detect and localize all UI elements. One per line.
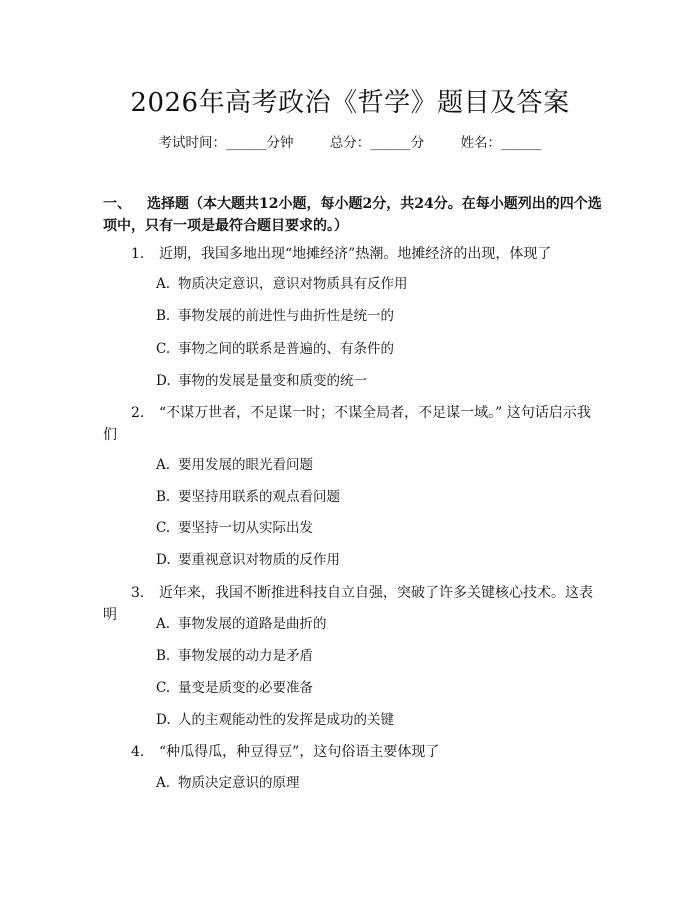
option-letter: A. — [156, 457, 171, 473]
option-3b — [156, 646, 313, 666]
option-letter: B. — [156, 308, 171, 324]
option-letter: C. — [156, 680, 171, 696]
option-text: 要重视意识对物质的反作用 — [178, 552, 340, 568]
exam-time-label: 考试时间：______分钟 — [158, 135, 294, 151]
option-letter: A. — [156, 276, 171, 292]
option-text: 要坚持用联系的观点看问题 — [178, 489, 340, 505]
question-number: 2. — [131, 405, 145, 421]
option-letter: A. — [156, 616, 171, 632]
name-label: 姓名：______ — [460, 135, 542, 151]
option-text: 人的主观能动性的发挥是成功的关键 — [178, 712, 394, 728]
option-text: 物质决定意识的原理 — [178, 775, 300, 791]
option-text: 要坚持一切从实际出发 — [178, 520, 313, 536]
option-3a — [156, 614, 327, 634]
question-1 — [103, 243, 603, 265]
question-stem: 近年来，我国不断推进科技自立自强，突破了许多关键核心技术。这表明 — [103, 585, 593, 623]
option-text: 事物的发展是量变和质变的统一 — [178, 373, 367, 389]
option-2d — [156, 550, 340, 570]
question-number: 4. — [131, 744, 145, 760]
exam-meta — [0, 131, 700, 151]
option-3c — [156, 678, 313, 698]
option-1b — [156, 306, 394, 326]
option-text: 事物之间的联系是普遍的、有条件的 — [178, 341, 394, 357]
option-letter: D. — [156, 373, 171, 389]
option-text: 事物发展的动力是矛盾 — [178, 648, 313, 664]
option-letter: A. — [156, 775, 171, 791]
section-text: 选择题（本大题共12小题，每小题2分，共24分。在每小题列出的四个选项中，只有一项是最符合题目要求的。） — [103, 196, 602, 234]
option-letter: D. — [156, 552, 171, 568]
question-2 — [103, 402, 603, 446]
option-letter: B. — [156, 648, 171, 664]
option-letter: C. — [156, 341, 171, 357]
option-text: 量变是质变的必要准备 — [178, 680, 313, 696]
option-text: 事物发展的前进性与曲折性是统一的 — [178, 308, 394, 324]
question-number: 1. — [131, 246, 145, 262]
option-1a — [156, 274, 408, 294]
option-1d — [156, 371, 367, 391]
option-2b — [156, 487, 340, 507]
option-letter: B. — [156, 489, 171, 505]
section-heading — [103, 193, 603, 237]
question-4 — [103, 741, 603, 763]
page-title: 2026年高考政治《哲学》题目及答案 — [130, 88, 570, 118]
option-letter: D. — [156, 712, 171, 728]
section-number: 一、 — [103, 196, 131, 212]
option-1c — [156, 339, 394, 359]
option-text: 物质决定意识，意识对物质具有反作用 — [178, 276, 408, 292]
question-stem: 近期，我国多地出现“地摊经济”热潮。地摊经济的出现，体现了 — [159, 246, 552, 262]
option-letter: C. — [156, 520, 171, 536]
option-3d — [156, 710, 394, 730]
question-stem: “不谋万世者，不足谋一时；不谋全局者，不足谋一域。” 这句话启示我们 — [103, 405, 591, 443]
option-2a — [156, 455, 313, 475]
total-score-label: 总分：______分 — [329, 135, 425, 151]
option-4a — [156, 773, 300, 793]
option-text: 要用发展的眼光看问题 — [178, 457, 313, 473]
option-2c — [156, 518, 313, 538]
question-stem: “种瓜得瓜，种豆得豆”，这句俗语主要体现了 — [159, 744, 440, 760]
option-text: 事物发展的道路是曲折的 — [178, 616, 327, 632]
question-number: 3. — [131, 585, 145, 601]
